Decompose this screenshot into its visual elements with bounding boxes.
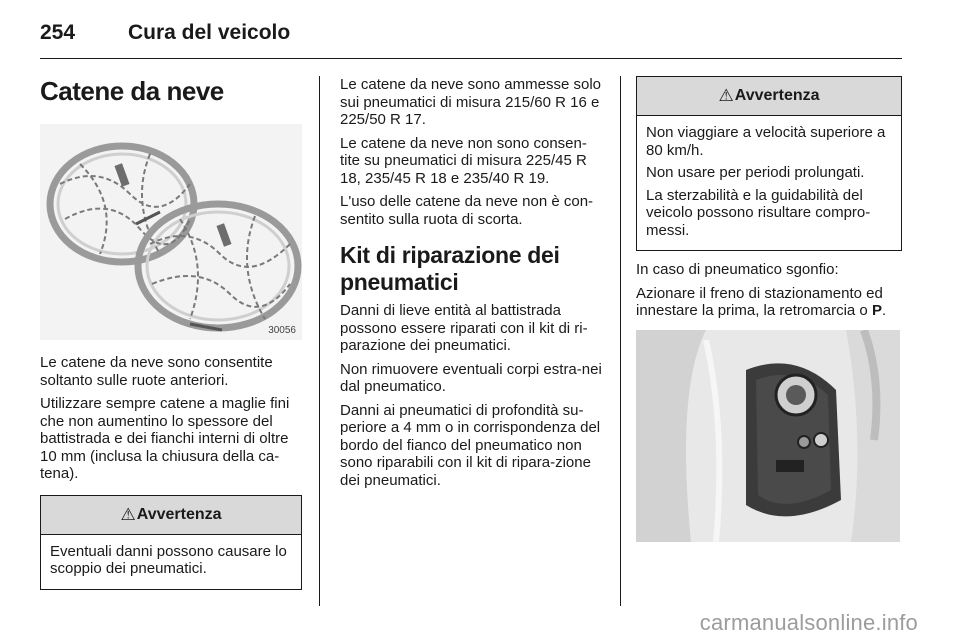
snow-chains-illustration [40, 124, 302, 340]
park-gear-letter: P [871, 302, 882, 319]
paragraph: Non rimuovere eventuali corpi estra-nei dal pneumatico. [340, 360, 602, 395]
page-header [40, 18, 290, 48]
column-divider-2 [620, 76, 621, 606]
paragraph: Danni di lieve entità al battistrada possono essere riparati con il kit di ri-parazione dei pneumatici. [340, 302, 588, 354]
warning-box [40, 495, 302, 590]
page-number: 254 [40, 21, 76, 44]
trunk-repair-kit-photo [636, 330, 900, 542]
paragraph-text: Azionare il freno di stazionamento ed innestare la prima, la retromarcia o [636, 284, 883, 319]
paragraph: Le catene da neve sono ammesse solo sui pneumatici di misura 215/60 R 16 e 225/50 R 17. [340, 76, 601, 128]
trunk-compartment-drawing [636, 330, 900, 542]
paragraph [636, 285, 902, 320]
paragraph: L'uso delle catene da neve non è con-sentito sulla ruota di scorta. [340, 193, 594, 228]
paragraph: Utilizzare sempre catene a maglie fini che non aumentino lo spessore del battistrada e dei fianchi interni di oltre 10 mm (inclusa la chiusura della ca-tena). [40, 395, 290, 482]
warning-text: La sterzabilità e la guidabilità del veicolo possono risultare compro-messi. [646, 186, 871, 239]
warning-text: Non usare per periodi prolungati. [646, 164, 865, 181]
repair-kit-heading: Kit di riparazione dei pneumatici [340, 242, 560, 295]
header-divider [40, 58, 902, 59]
warning-header [637, 77, 901, 116]
paragraph: Le catene da neve sono consentite soltanto sulle ruote anteriori. [40, 354, 273, 389]
warning-icon: ⚠ [718, 86, 734, 105]
warning-text: Eventuali danni possono causare lo scoppio dei pneumatici. [50, 542, 287, 577]
paragraph-end: . [881, 302, 887, 319]
warning-header [41, 496, 301, 535]
snow-chains-heading: Catene da neve [40, 76, 224, 106]
column-2 [340, 76, 602, 495]
warning-title: Avvertenza [734, 87, 820, 104]
paragraph: Danni ai pneumatici di profondità su-periore a 4 mm o in corrispondenza del bordo del fianco del pneumatico non sono riparabili con il kit di ripara-zione dei pneumatici. [340, 401, 601, 489]
column-divider-1 [319, 76, 320, 606]
snow-chains-drawing [40, 124, 302, 340]
warning-icon: ⚠ [120, 504, 136, 524]
paragraph: In caso di pneumatico sgonfio: [636, 261, 839, 278]
warning-box [636, 76, 902, 251]
column-1 [40, 66, 302, 600]
warning-body [41, 535, 301, 589]
paragraph: Le catene da neve non sono consen-tite su pneumatici di misura 225/45 R 18, 235/45 R 18 e 235/40 R 19. [340, 134, 587, 187]
section-title: Cura del veicolo [128, 21, 291, 44]
warning-title: Avvertenza [136, 505, 222, 523]
warning-text: Non viaggiare a velocità superiore a 80 km/h. [646, 124, 886, 159]
watermark: carmanualsonline.info [699, 610, 918, 635]
figure-code: 30056 [268, 325, 296, 336]
warning-body [637, 116, 901, 250]
column-3 [636, 76, 902, 542]
